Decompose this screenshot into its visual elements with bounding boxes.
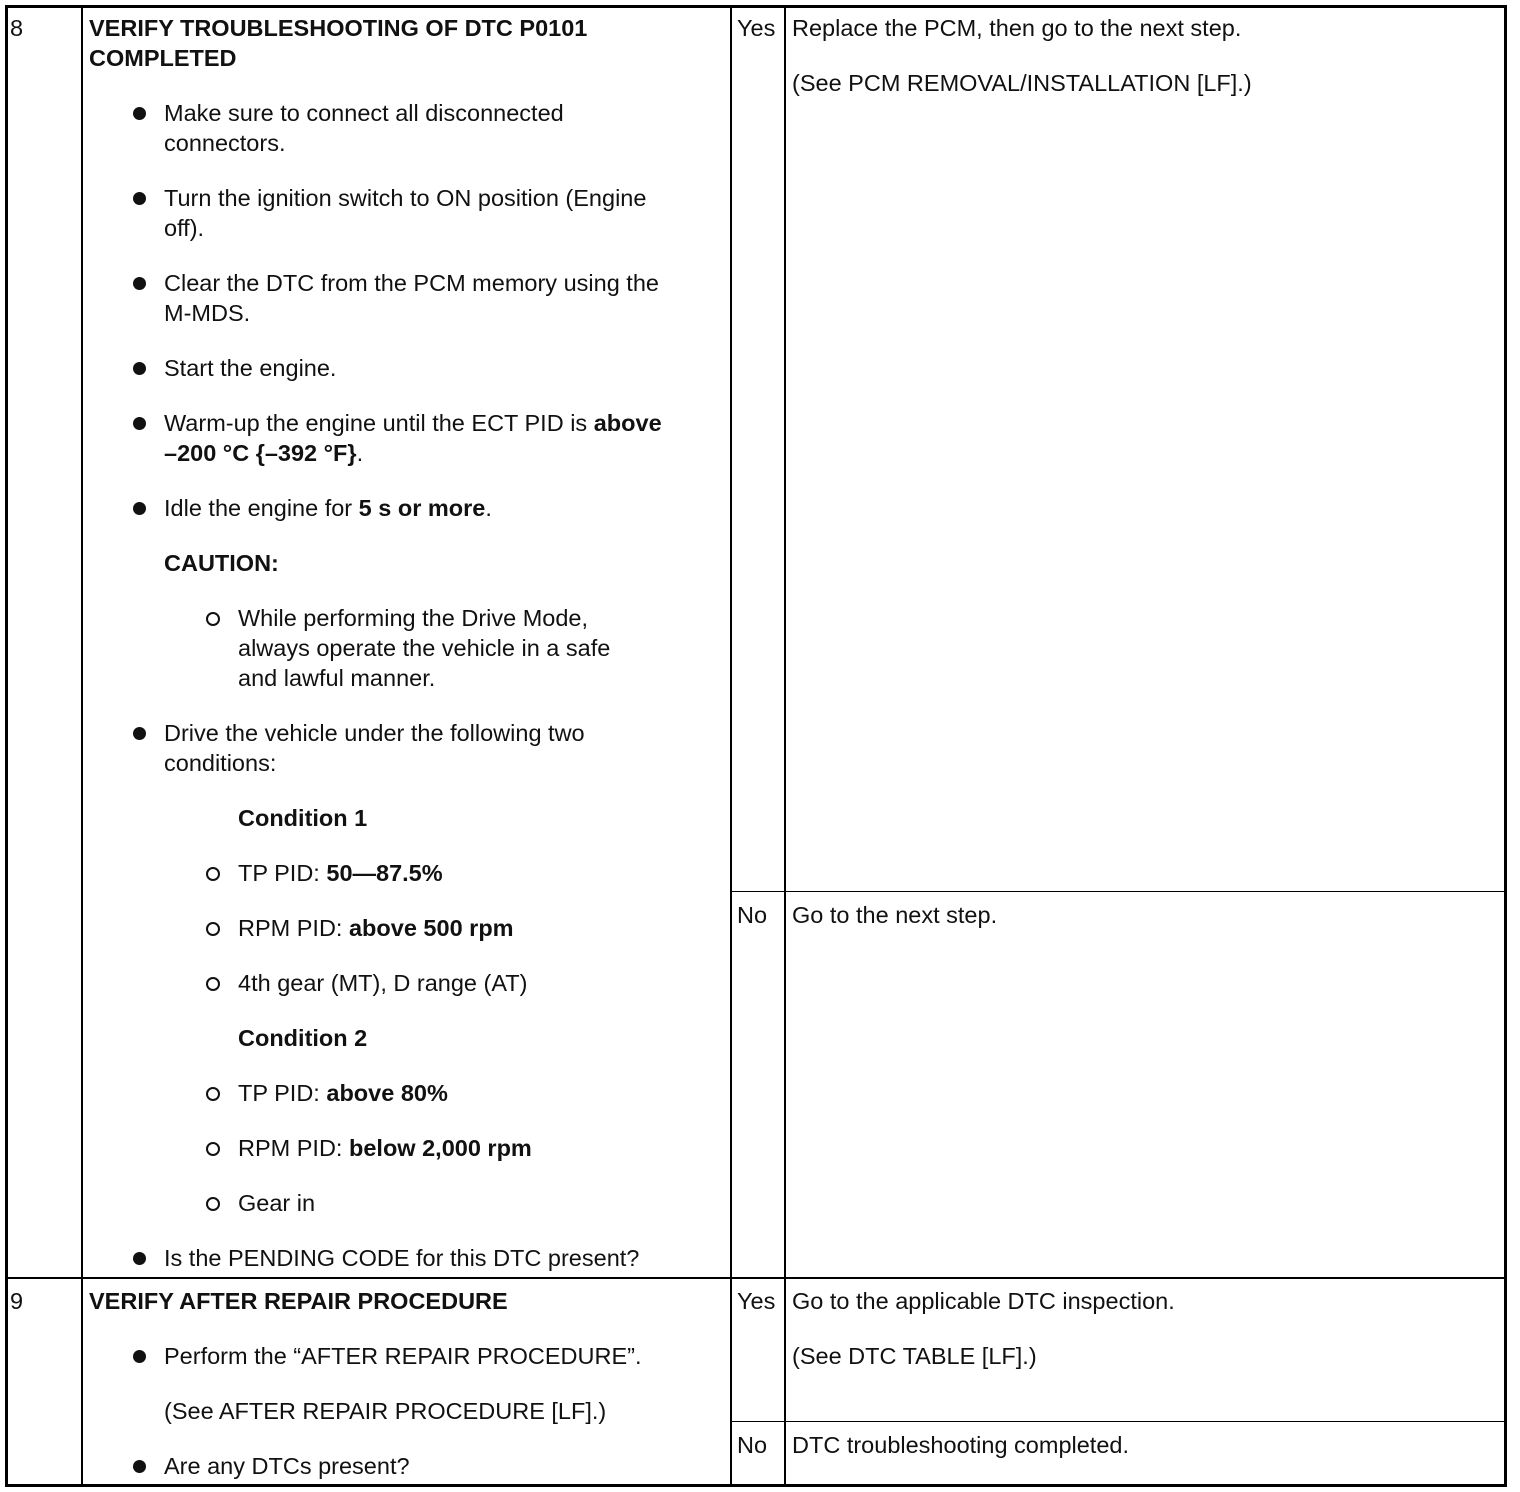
result-no-label: No (737, 1432, 768, 1458)
caution-text: While performing the Drive Mode, (238, 605, 589, 631)
instruction-text: Perform the “AFTER REPAIR PROCEDURE”. (164, 1343, 642, 1369)
condition-item: TP PID: above 80% (238, 1080, 448, 1106)
sub-bullet-icon (206, 1142, 220, 1156)
condition-label: Condition 2 (238, 1025, 368, 1051)
condition-item: RPM PID: below 2,000 rpm (238, 1135, 532, 1161)
result-yes-text: Replace the PCM, then go to the next step. (792, 15, 1242, 41)
result-yes-text: (See PCM REMOVAL/INSTALLATION [LF].) (792, 70, 1252, 96)
step-number: 9 (10, 1288, 24, 1314)
step-title: VERIFY AFTER REPAIR PROCEDURE (89, 1288, 508, 1314)
sub-bullet-icon (206, 977, 220, 991)
instruction-text: Drive the vehicle under the following two (164, 720, 585, 746)
result-no-text: DTC troubleshooting completed. (792, 1432, 1130, 1458)
yes-no-divider (731, 1421, 1506, 1422)
instruction-text: conditions: (164, 750, 277, 776)
instruction-text: –200 °C {–392 °F}. (164, 440, 364, 466)
result-yes-text: (See DTC TABLE [LF].) (792, 1343, 1037, 1369)
result-yes-label: Yes (737, 15, 776, 41)
bullet-icon (133, 277, 146, 290)
bullet-icon (133, 417, 146, 430)
bullet-icon (133, 502, 146, 515)
column-divider (784, 6, 786, 1486)
result-yes-label: Yes (737, 1288, 776, 1314)
sub-bullet-icon (206, 867, 220, 881)
step-title: COMPLETED (89, 45, 237, 71)
bullet-icon (133, 107, 146, 120)
condition-item: TP PID: 50—87.5% (238, 860, 443, 886)
instruction-text: off). (164, 215, 205, 241)
instruction-text: Idle the engine for 5 s or more. (164, 495, 492, 521)
result-yes-text: Go to the applicable DTC inspection. (792, 1288, 1175, 1314)
instruction-text: Are any DTCs present? (164, 1453, 410, 1479)
instruction-text: Turn the ignition switch to ON position (Engine (164, 185, 647, 211)
step-title: VERIFY TROUBLESHOOTING OF DTC P0101 (89, 15, 588, 41)
sub-bullet-icon (206, 1197, 220, 1211)
bullet-icon (133, 192, 146, 205)
caution-text: always operate the vehicle in a safe (238, 635, 611, 661)
bullet-icon (133, 727, 146, 740)
bullet-icon (133, 1252, 146, 1265)
sub-bullet-icon (206, 922, 220, 936)
instruction-text: connectors. (164, 130, 286, 156)
column-divider (730, 6, 732, 1486)
yes-no-divider (731, 891, 1506, 892)
instruction-text: M-MDS. (164, 300, 251, 326)
instruction-text: Make sure to connect all disconnected (164, 100, 564, 126)
instruction-text: Clear the DTC from the PCM memory using the (164, 270, 659, 296)
condition-item: 4th gear (MT), D range (AT) (238, 970, 528, 996)
condition-item: RPM PID: above 500 rpm (238, 915, 514, 941)
instruction-text: Is the PENDING CODE for this DTC present? (164, 1245, 640, 1271)
instruction-text: Warm-up the engine until the ECT PID is above (164, 410, 662, 436)
step-number: 8 (10, 15, 24, 41)
bullet-icon (133, 1460, 146, 1473)
caution-label: CAUTION: (164, 550, 279, 576)
condition-label: Condition 1 (238, 805, 368, 831)
bullet-icon (133, 1350, 146, 1363)
result-no-text: Go to the next step. (792, 902, 998, 928)
row-divider (6, 1277, 1506, 1279)
reference-text: (See AFTER REPAIR PROCEDURE [LF].) (164, 1398, 607, 1424)
sub-bullet-icon (206, 1087, 220, 1101)
sub-bullet-icon (206, 612, 220, 626)
condition-item: Gear in (238, 1190, 316, 1216)
result-no-label: No (737, 902, 768, 928)
column-divider (81, 6, 83, 1486)
caution-text: and lawful manner. (238, 665, 436, 691)
bullet-icon (133, 362, 146, 375)
instruction-text: Start the engine. (164, 355, 337, 381)
